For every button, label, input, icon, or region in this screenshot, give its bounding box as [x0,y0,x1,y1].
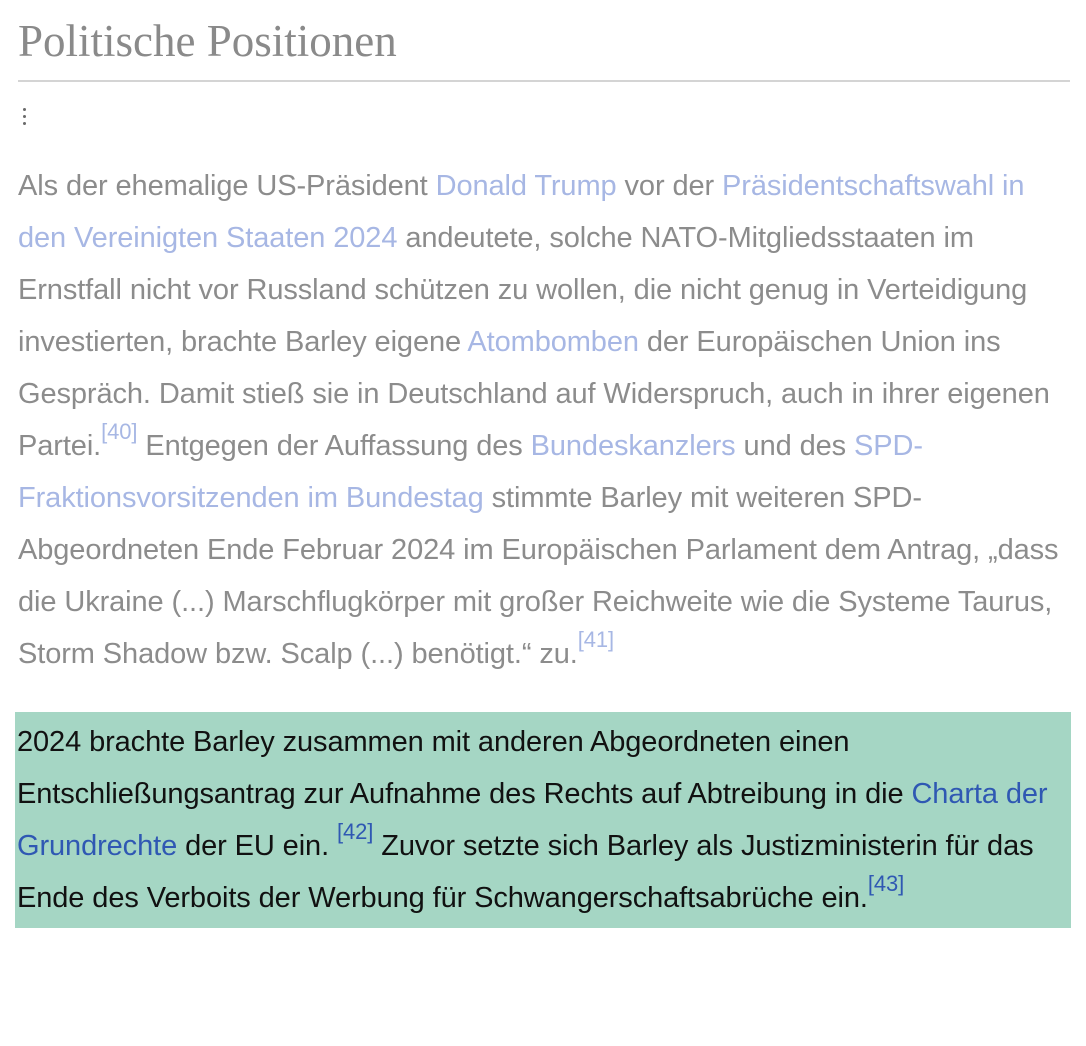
paragraph-text: stimmte Barley mit weiteren SPD-Abgeordneten Ende Februar 2024 im Europäischen Parlament dem Antrag, „dass die Ukraine (...) Marschflugkörper mit großer Reichweite wie die Systeme Taurus, Storm Shadow bzw. Scalp (...) benötigt.“ zu. [18,482,1059,670]
link-charta-der-grundrechte[interactable]: Charta der Grundrechte [17,778,1048,862]
paragraph-text: andeutete, solche NATO-Mitgliedsstaaten im Ernstfall nicht vor Russland schützen zu wollen, die nicht genug in Verteidigung investierten, brachte Barley eigene [18,222,1028,358]
paragraph-text: der EU ein. [177,830,337,862]
reference-link-40[interactable]: [40] [101,419,138,444]
reference-link-43[interactable]: [43] [867,871,905,896]
paragraph-text: vor der [616,170,723,202]
paragraph-text: Entgegen der Auffassung des [137,430,531,462]
reference-40 [101,419,137,444]
reference-41 [578,627,614,652]
link-bundeskanzler[interactable]: Bundeskanzlers [530,430,736,462]
reference-42 [337,819,373,844]
link-praesidentschaftswahl-2024[interactable]: Präsidentschaftswahl in den Vereinigten Staaten 2024 [18,170,1025,254]
link-donald-trump[interactable]: Donald Trump [435,170,617,202]
reference-43 [868,871,904,896]
paragraph-text: Zuvor setzte sich Barley als Justizministerin für das Ende des Verboits der Werbung für Schwangerschaftsabrüche ein. [17,830,1034,914]
reference-link-41[interactable]: [41] [577,627,615,652]
link-spd-fraktionsvorsitzender[interactable]: SPD-Fraktionsvorsitzenden im Bundestag [18,430,923,514]
vertical-ellipsis-icon[interactable] [18,100,32,130]
link-atombomben[interactable]: Atombomben [467,326,639,358]
ellipsis-dot [23,108,26,111]
reference-link-42[interactable]: [42] [337,819,374,844]
paragraph-text: Als der ehemalige US-Präsident [18,170,436,202]
paragraph-text: 2024 brachte Barley zusammen mit anderen Abgeordneten einen Entschließungsantrag zur Aufnahme des Rechts auf Abtreibung in die [17,726,912,810]
paragraph-text: und des [735,430,854,462]
ellipsis-dot [23,122,26,125]
section-heading: Politische Positionen [18,14,1070,82]
ellipsis-dot [23,115,26,118]
paragraph-nuclear-ukraine [18,160,1070,680]
article-section [18,0,1070,928]
highlighted-paragraph-abortion [15,712,1071,928]
paragraph-text: der Europäischen Union ins Gespräch. Damit stieß sie in Deutschland auf Widerspruch, auch in ihrer eigenen Partei. [18,326,1050,462]
